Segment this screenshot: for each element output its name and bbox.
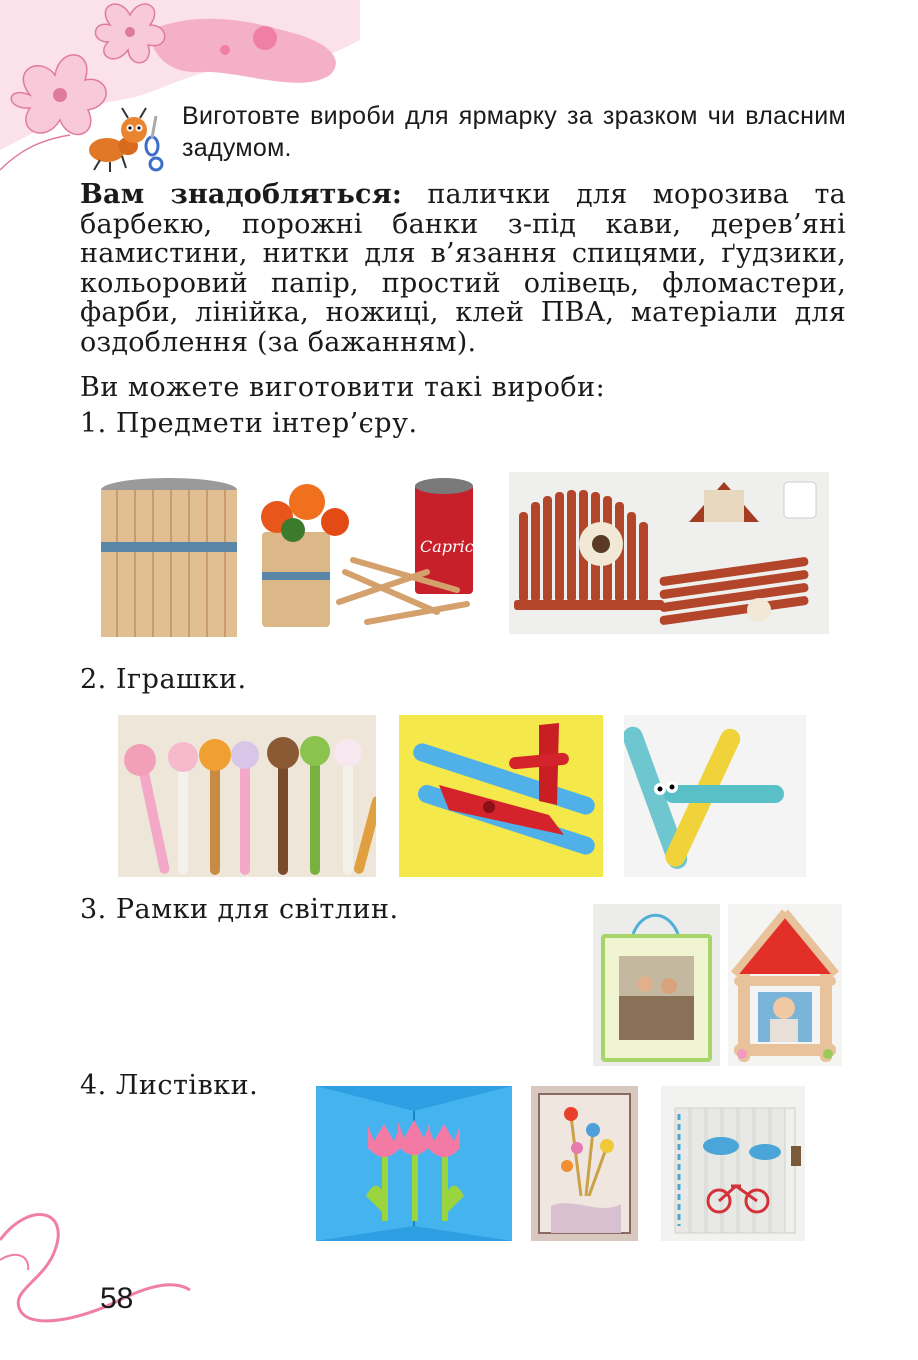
materials-paragraph — [80, 180, 846, 357]
photo-interior-napkin-holders — [509, 472, 829, 634]
photo-interior-cans — [97, 472, 490, 637]
section-cards-label: 4. Листівки. — [80, 1070, 259, 1101]
lead-text: Ви можете виготовити такі вироби: — [80, 372, 606, 403]
ant-mascot-icon — [82, 106, 166, 172]
photo-toys-airplane — [399, 715, 603, 877]
photo-toys-animal-sticks — [118, 715, 376, 877]
page-number: 58 — [100, 1282, 134, 1315]
section-toys-label: 2. Іграшки. — [80, 664, 247, 695]
materials-label: Вам знадобляться: — [80, 179, 403, 210]
intro-text: Виготовте вироби для ярмарку за зразком чи власним задумом. — [182, 102, 846, 162]
photo-frame-square — [593, 904, 720, 1066]
photo-frame-house — [728, 904, 842, 1066]
materials-list: палички для морозива та барбекю, порожні банки з-під кави, дерев’яні намистини, нитки для в’язання спицями, ґудзики, кольоровий папір, простий олівець, фломастери, фарби, лінійка, ножиці, клей ПВА, матеріали для оздоблення (за бажанням). — [80, 179, 846, 358]
section-interior-label: 1. Предмети інтер’єру. — [80, 408, 418, 439]
caprice-can-label: Caprice — [420, 537, 484, 556]
section-frames-label: 3. Рамки для світлин. — [80, 894, 399, 925]
photo-card-tulips — [316, 1086, 512, 1241]
photo-card-flowers — [531, 1086, 638, 1241]
photo-toys-dragonfly — [624, 715, 806, 877]
corner-swirl-decoration — [0, 1180, 200, 1360]
photo-card-notebook — [661, 1086, 805, 1241]
